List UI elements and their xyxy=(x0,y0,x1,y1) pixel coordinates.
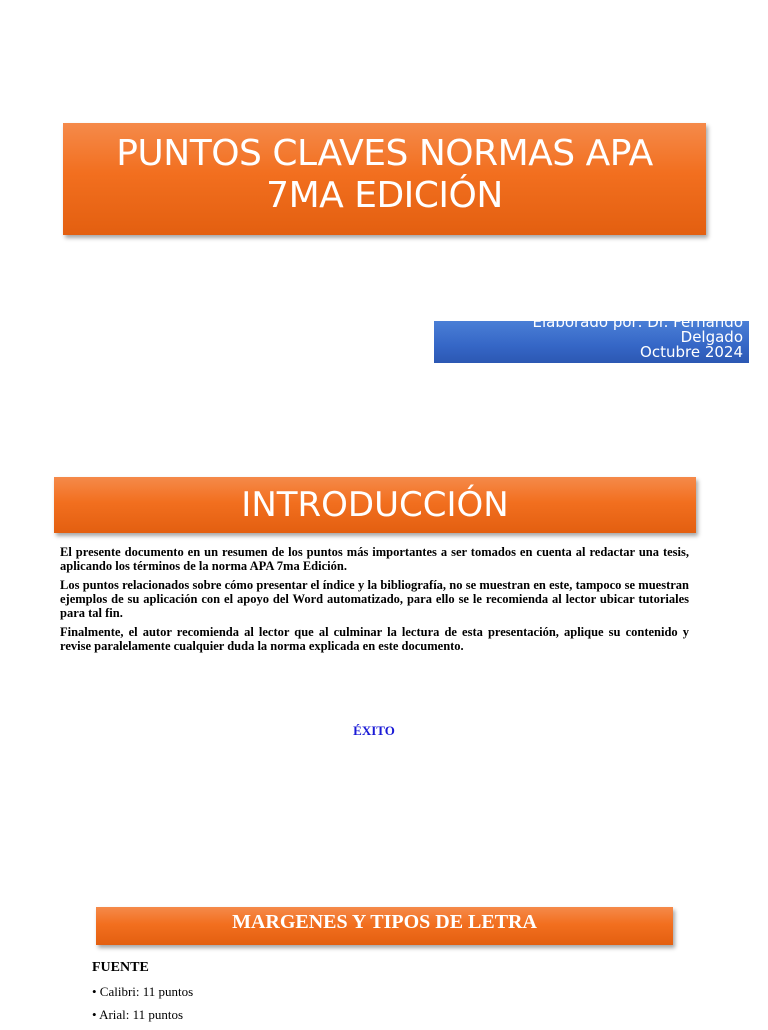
author-date: Octubre 2024 xyxy=(640,343,743,361)
introduction-paragraph: El presente documento en un resumen de los puntos más importantes a ser tomados en cuenta al redactar una tesis, aplicando los términos de la norma APA 7ma Edición. xyxy=(60,545,689,573)
introduction-heading xyxy=(54,477,696,533)
introduction-paragraph: Los puntos relacionados sobre cómo presentar el índice y la bibliografía, no se muestran en este, tampoco se muestran ejemplos de su aplicación con el apoyo del Word automatizado, para ello se le recomienda al lector ubicar tutoriales para tal fin. xyxy=(60,578,689,620)
font-section xyxy=(92,960,193,1030)
author-line-1: Elaborado por: Dr. Fernando xyxy=(532,313,743,331)
font-list-item: • Arial: 11 puntos xyxy=(92,1007,184,1022)
margins-heading-text: MARGENES Y TIPOS DE LETRA xyxy=(232,911,537,933)
title-line-1: PUNTOS CLAVES NORMAS APA xyxy=(116,133,653,174)
introduction-body xyxy=(60,545,689,658)
author-line-2: Delgado xyxy=(680,328,743,346)
closing-word: ÉXITO xyxy=(353,723,395,738)
introduction-heading-text: INTRODUCCIÓN xyxy=(241,485,509,525)
title-line-2: 7MA EDICIÓN xyxy=(266,175,503,216)
margins-heading xyxy=(96,907,673,945)
font-list-item: • Calibri: 11 puntos xyxy=(92,984,194,999)
introduction-paragraph: Finalmente, el autor recomienda al lector que al culminar la lectura de esta presentación, aplique su contenido y revise paralelamente cualquier duda la norma explicada en este documento. xyxy=(60,625,689,653)
font-heading: FUENTE xyxy=(92,960,149,975)
author-box xyxy=(434,313,749,363)
title-banner xyxy=(63,123,706,235)
